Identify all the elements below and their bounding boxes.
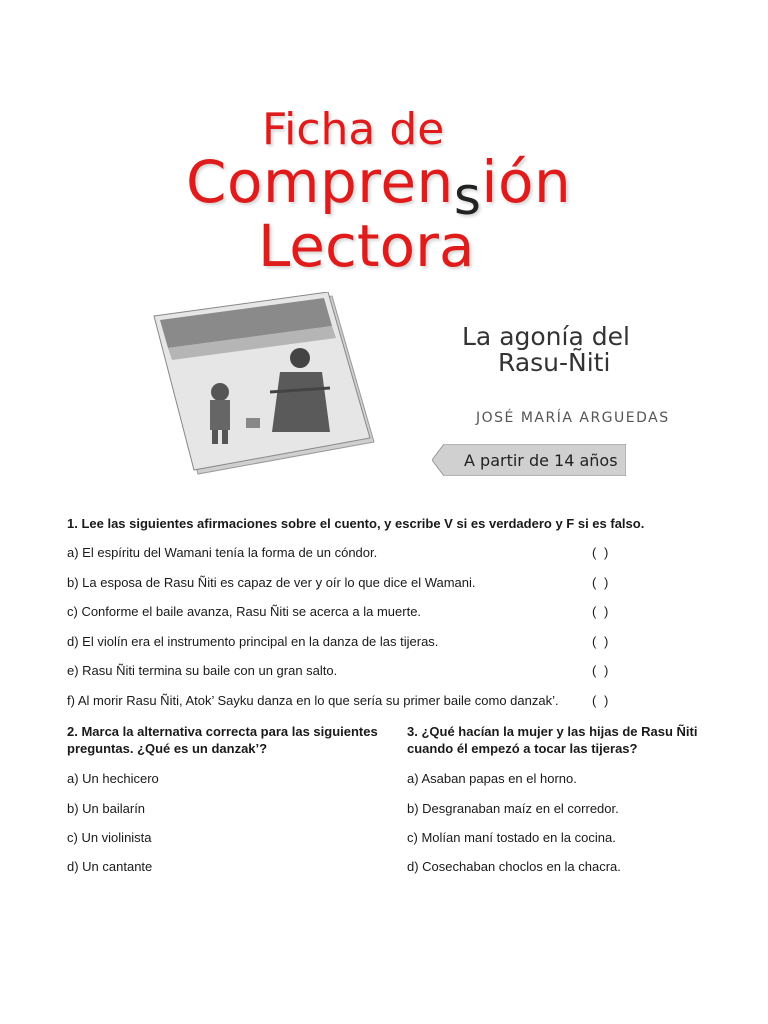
author: JOSÉ MARÍA ARGUEDAS [476, 410, 670, 426]
q1-item-b: b) La esposa de Rasu Ñiti es capaz de ver y oír lo que dice el Wamani. [67, 575, 476, 590]
q2-prompt-line-2: preguntas. ¿Qué es un danzak’? [67, 741, 268, 756]
book-title-line-2: Rasu-Ñiti [498, 348, 611, 377]
q2-option-c[interactable]: c) Un violinista [67, 830, 152, 845]
q1-answer-f[interactable]: ( ) [592, 693, 609, 708]
q1-item-c: c) Conforme el baile avanza, Rasu Ñiti se acerca a la muerte. [67, 604, 422, 619]
q3-option-c[interactable]: c) Molían maní tostado en la cocina. [407, 830, 616, 845]
title-part-s: s [453, 167, 482, 227]
question-3-prompt [407, 723, 697, 757]
title-line-2 [186, 148, 572, 227]
question-2-prompt [67, 723, 378, 757]
q1-answer-c[interactable]: ( ) [592, 604, 609, 619]
title-part-a: Compren [186, 148, 454, 216]
q1-answer-b[interactable]: ( ) [592, 575, 609, 590]
q2-option-b[interactable]: b) Un bailarín [67, 801, 146, 816]
title-line-1: Ficha de [262, 104, 445, 155]
q1-item-d: d) El violín era el instrumento principal en la danza de las tijeras. [67, 634, 439, 649]
book-cover-image [150, 292, 388, 478]
book-title-line-1: La agonía del [462, 322, 630, 351]
q3-option-d[interactable]: d) Cosechaban choclos en la chacra. [407, 859, 621, 874]
q3-prompt-line-1: 3. ¿Qué hacían la mujer y las hijas de Rasu Ñiti [407, 724, 698, 739]
age-label: A partir de 14 años [464, 451, 618, 470]
q3-prompt-line-2: cuando él empezó a tocar las tijeras? [407, 741, 638, 756]
q2-prompt-line-1: 2. Marca la alternativa correcta para las siguientes [67, 724, 378, 739]
title-line-3: Lectora [258, 212, 475, 280]
q1-answer-d[interactable]: ( ) [592, 634, 609, 649]
q2-option-d[interactable]: d) Un cantante [67, 859, 153, 874]
q1-item-e: e) Rasu Ñiti termina su baile con un gran salto. [67, 663, 338, 678]
title-part-c: ión [481, 148, 572, 216]
q1-item-f: f) Al morir Rasu Ñiti, Atok’ Sayku danza en lo que sería su primer baile como danzak’. [67, 693, 559, 708]
q3-option-b[interactable]: b) Desgranaban maíz en el corredor. [407, 801, 619, 816]
q1-answer-e[interactable]: ( ) [592, 663, 609, 678]
q1-answer-a[interactable]: ( ) [592, 545, 609, 560]
q2-option-a[interactable]: a) Un hechicero [67, 771, 159, 786]
question-1-prompt: 1. Lee las siguientes afirmaciones sobre el cuento, y escribe V si es verdadero y F si es falso. [67, 516, 645, 531]
q3-option-a[interactable]: a) Asaban papas en el horno. [407, 771, 577, 786]
q1-item-a: a) El espíritu del Wamani tenía la forma de un cóndor. [67, 545, 378, 560]
